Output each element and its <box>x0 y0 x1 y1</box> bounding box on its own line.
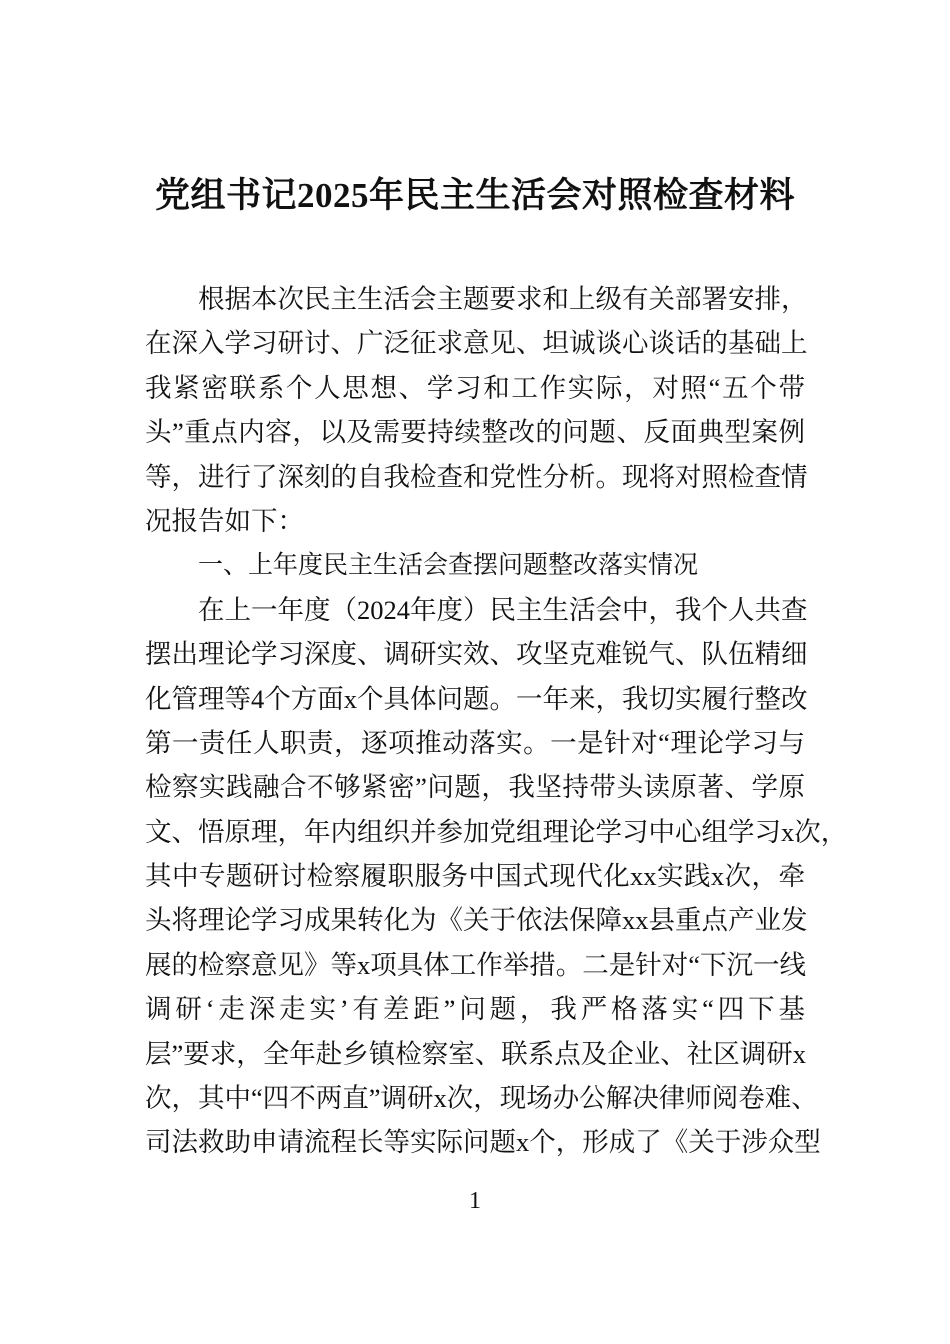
section-heading: 一、上年度民主生活会查摆问题整改落实情况 <box>198 550 699 580</box>
body-line: 文、悟原理，年内组织并参加党组理论学习中心组学习x次， <box>145 816 848 847</box>
body-line: 况报告如下： <box>145 505 304 536</box>
page-number: 1 <box>469 1188 481 1214</box>
body-line: 等，进行了深刻的自我检查和党性分析。现将对照检查情 <box>145 461 808 492</box>
document-title: 党组书记2025年民主生活会对照检查材料 <box>154 176 795 215</box>
body-line: 检察实践融合不够紧密”问题，我坚持带头读原著、学原 <box>145 772 805 803</box>
body-line: 根据本次民主生活会主题要求和上级有关部署安排， <box>198 284 808 314</box>
body-line: 在上一年度（2024年度）民主生活会中，我个人共查 <box>198 594 808 625</box>
body-line: 展的检察意见》等x项具体工作举措。二是针对“下沉一线 <box>145 949 807 980</box>
body-line: 化管理等4个方面x个具体问题。一年来，我切实履行整改 <box>145 683 808 714</box>
body-line: 第一责任人职责，逐项推动落实。一是针对“理论学习与 <box>145 727 805 758</box>
body-line: 头”重点内容，以及需要持续整改的问题、反面典型案例 <box>145 417 805 448</box>
body-line: 我紧密联系个人思想、学习和工作实际，对照“五个带 <box>145 372 805 403</box>
body-line: 司法救助申请流程长等实际问题x个，形成了《关于涉众型 <box>145 1127 821 1158</box>
document-body <box>145 277 848 1165</box>
body-line: 调研‘走深走实’有差距”问题，我严格落实“四下基 <box>145 994 805 1025</box>
body-line: 摆出理论学习深度、调研实效、攻坚克难锐气、队伍精细 <box>145 639 808 670</box>
body-line: 次，其中“四不两直”调研x次，现场办公解决律师阅卷难、 <box>145 1083 818 1114</box>
body-line: 其中专题研讨检察履职服务中国式现代化xx实践x次，牵 <box>145 861 805 892</box>
body-line: 头将理论学习成果转化为《关于依法保障xx县重点产业发 <box>145 905 808 936</box>
body-line: 层”要求，全年赴乡镇检察室、联系点及企业、社区调研x <box>145 1038 807 1069</box>
body-line: 在深入学习研讨、广泛征求意见、坦诚谈心谈话的基础上 <box>145 328 808 359</box>
